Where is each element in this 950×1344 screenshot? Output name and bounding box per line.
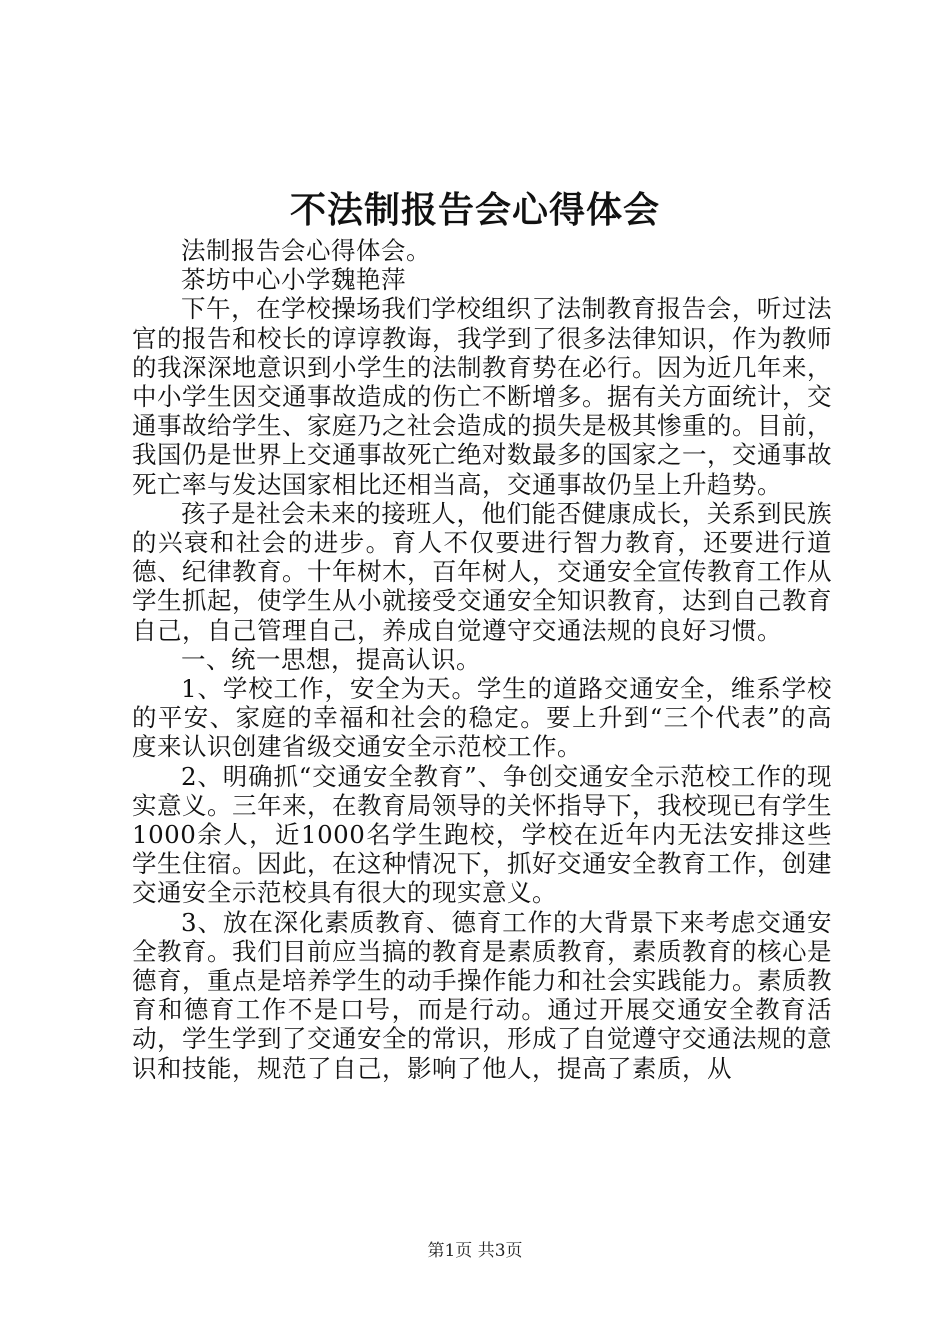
page-footer: 第1页 共3页: [427, 1241, 523, 1261]
section-heading: 一、统一思想，提高认识。: [181, 644, 481, 674]
paragraph: 孩子是社会未来的接班人，他们能否健康成长，关系到民族的兴衰和社会的进步。育人不仅要进行智力教育，还要进行道德、纪律教育。十年树木，百年树人，交通安全宣传教育工作从学生抓起，使学生从小就接受交通安全知识教育，达到自己教育自己，自己管理自己，养成自觉遵守交通法规的良好习惯。: [132, 498, 832, 645]
paragraph: 1、学校工作，安全为天。学生的道路交通安全，维系学校的平安、家庭的幸福和社会的稳定。要上升到“三个代表”的高度来认识创建省级交通安全示范校工作。: [132, 674, 832, 762]
paragraph: 2、明确抓“交通安全教育”、争创交通安全示范校工作的现实意义。三年来，在教育局领导的关怀指导下，我校现已有学生1000余人，近1000名学生跑校，学校在近年内无法安排这些学生住宿。因此，在这种情况下，抓好交通安全教育工作，创建交通安全示范校具有很大的现实意义。: [132, 761, 832, 908]
document-body: [132, 236, 832, 1083]
paragraph: 下午，在学校操场我们学校组织了法制教育报告会，听过法官的报告和校长的谆谆教诲，我学到了很多法律知识，作为教师的我深深地意识到小学生的法制教育势在必行。因为近几年来，中小学生因交通事故造成的伤亡不断增多。据有关方面统计，交通事故给学生、家庭乃之社会造成的损失是极其惨重的。目前，我国仍是世界上交通事故死亡绝对数最多的国家之一，交通事故死亡率与发达国家相比还相当高，交通事故仍呈上升趋势。: [132, 294, 832, 499]
paragraph: 3、放在深化素质教育、德育工作的大背景下来考虑交通安全教育。我们目前应当搞的教育是素质教育，素质教育的核心是德育，重点是培养学生的动手操作能力和社会实践能力。素质教育和德育工作不是口号，而是行动。通过开展交通安全教育活动，学生学到了交通安全的常识，形成了自觉遵守交通法规的意识和技能，规范了自己，影响了他人，提高了素质，从: [132, 907, 832, 1083]
paragraph-subtitle: 法制报告会心得体会。: [181, 236, 431, 265]
document-title: 不法制报告会心得体会: [289, 189, 660, 231]
paragraph-author: 茶坊中心小学魏艳萍: [181, 265, 406, 295]
